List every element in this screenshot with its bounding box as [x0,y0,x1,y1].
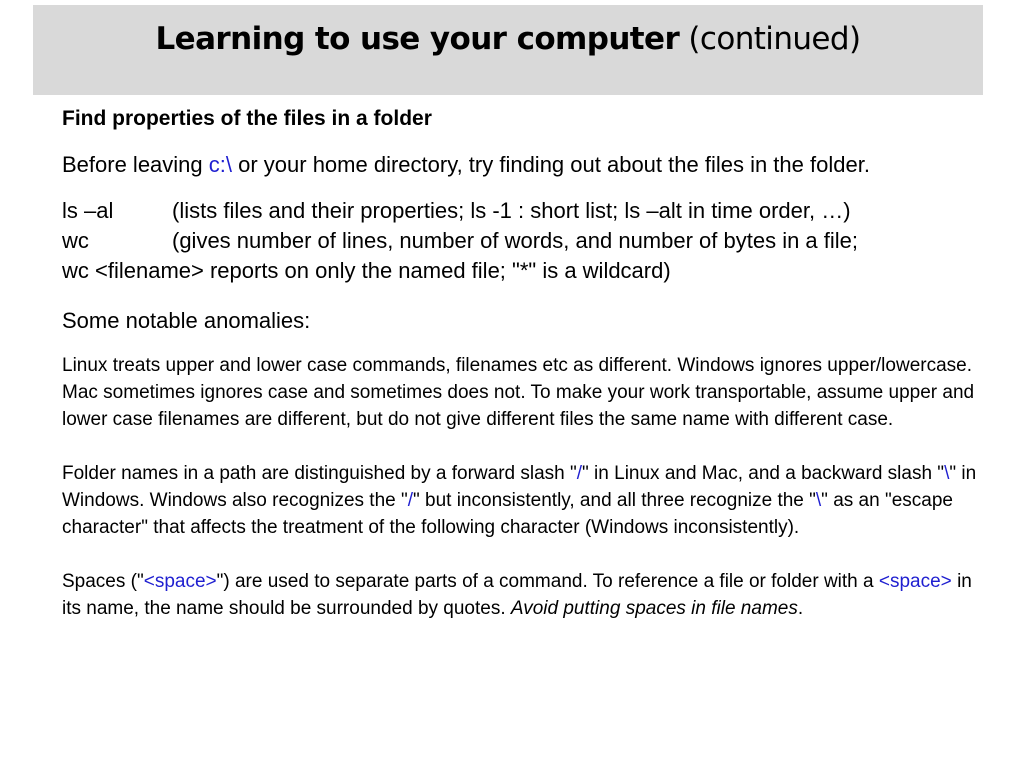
title-band [33,5,983,95]
intro-after: or your home directory, try finding out about the files in the folder. [232,152,870,177]
space-token: <space> [143,571,217,592]
forward-slash: / [576,463,583,484]
command-row-ls [62,196,982,226]
command-continuation: wc <filename> reports on only the named file; "*" is a wildcard) [62,258,671,283]
space-token: <space> [878,571,952,592]
space-emphasis: Avoid putting spaces in file names [510,598,798,619]
anomalies-heading: Some notable anomalies: [62,308,311,333]
space-paragraph [62,568,982,622]
command-name: ls –al [62,198,114,223]
backward-slash: \ [944,463,950,484]
backward-slash: \ [815,490,822,511]
space-text: ") are used to separate parts of a command. To reference a file or folder with a [216,571,879,592]
slide-title-main: Learning to use your computer [155,21,680,57]
slash-text: " in Windows. Windows also recognizes the " [62,463,977,511]
space-text: in its name, the name should be surrounded by quotes. [62,571,972,619]
forward-slash: / [407,490,414,511]
command-list [62,196,982,286]
case-paragraph: Linux treats upper and lower case commands, filenames etc as different. Windows ignores upper/lowercase. Mac sometimes ignores case and sometimes does not. To make your work transportable, assume upper and lower case filenames are different, but do not give different files the same name with different case. [62,355,975,430]
space-text: Spaces (" [62,571,144,592]
slash-text: " as an "escape character" that affects the treatment of the following character (Windows inconsistently). [62,490,953,538]
command-desc: (gives number of lines, number of words, and number of bytes in a file; [172,228,859,253]
slide-body [62,104,982,622]
slide-title [33,17,983,61]
command-name: wc [62,228,89,253]
command-desc: (lists files and their properties; ls -1 : short list; ls –alt in time order, …) [172,198,851,223]
slash-text: Folder names in a path are distinguished by a forward slash " [62,463,577,484]
section-heading: Find properties of the files in a folder [62,107,432,130]
intro-paragraph [62,150,982,180]
slash-text: " but inconsistently, and all three recognize the " [413,490,816,511]
intro-path: c:\ [208,152,232,177]
slash-text: " in Linux and Mac, and a backward slash " [582,463,945,484]
slide-title-suffix: (continued) [679,21,861,57]
space-text: . [797,598,804,619]
intro-before: Before leaving [62,152,209,177]
slash-paragraph [62,460,982,541]
command-row-wc [62,226,982,256]
